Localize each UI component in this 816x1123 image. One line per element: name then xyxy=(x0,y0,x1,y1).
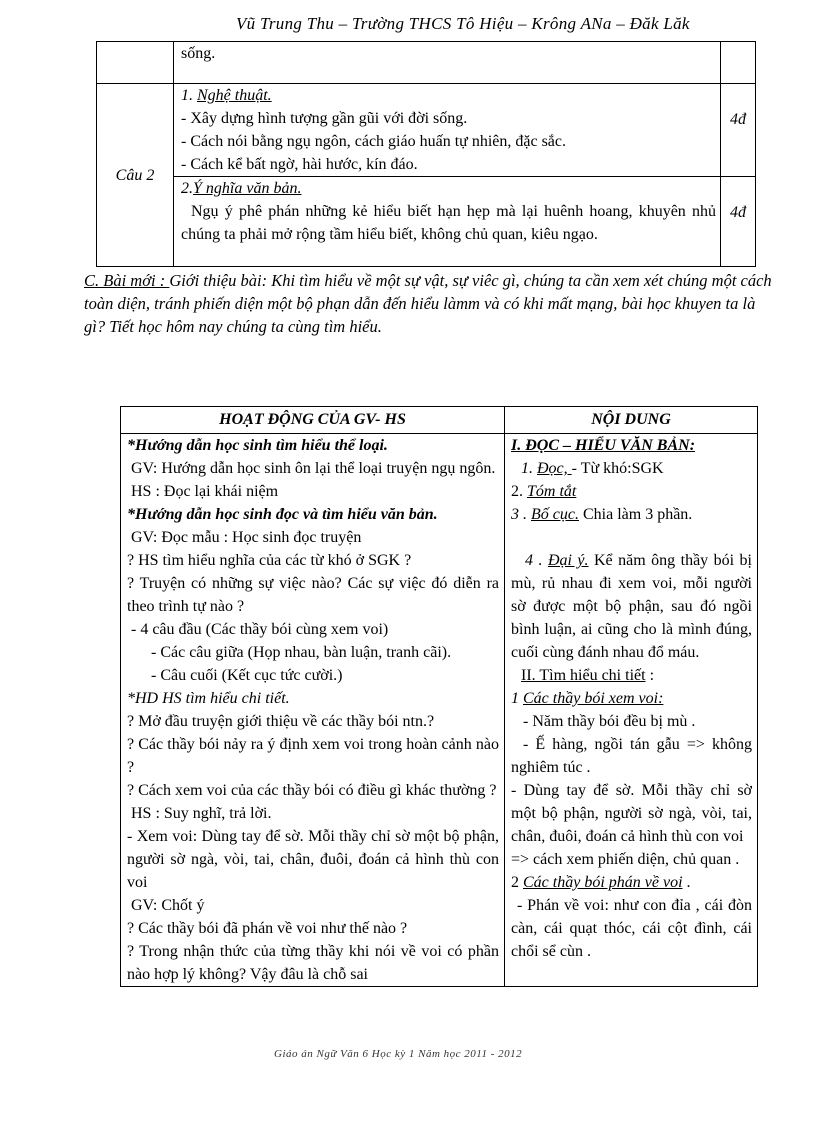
cell-text: sống. xyxy=(174,42,721,84)
activity-table xyxy=(120,406,758,987)
meaning-text: Ngụ ý phê phán những kẻ hiểu biết hạn hẹp mà lại huênh hoang, khuyên nhủ chúng ta phải mở rộng tầm hiểu biết, không chủ quan, kiêu ngạo. xyxy=(181,203,716,243)
art-title: Nghệ thuật. xyxy=(197,87,272,104)
meaning-cell: 2.Ý nghĩa văn bản. Ngụ ý phê phán những kẻ hiểu biết hạn hẹp mà lại huênh hoang, khuyên nhủ chúng ta phải mở rộng tầm hiểu biết, không chủ quan, kiêu ngạo. xyxy=(174,177,721,267)
meaning-title: Ý nghĩa văn bản. xyxy=(193,180,302,197)
art-item: - Cách kể bất ngờ, hài hước, kín đáo. xyxy=(181,156,418,173)
section-heading: I. ĐỌC – HIỂU VĂN BẢN: xyxy=(511,437,696,454)
art-item: - Xây dựng hình tượng gần gũi với đời sống. xyxy=(181,110,468,127)
score: 4đ xyxy=(721,84,756,177)
col-header-content: NỘI DUNG xyxy=(505,407,758,434)
col-header-activity: HOẠT ĐỘNG CỦA GV- HS xyxy=(121,407,505,434)
score: 4đ xyxy=(721,177,756,267)
content-cell: I. ĐỌC – HIỂU VĂN BẢN: 1. Đọc, - Từ khó:SGK 2. Tóm tắt 3 . Bố cục. Chia làm 3 phần. 4 . Đại ý. Kể năm ông thầy bói bị mù, rủ nhau đi xem voi, mỗi người sờ được một bộ phận, sau đó ngồi bình luận, ai cũng cho là mình đúng, cuối cùng đánh nhau đổ máu. II. Tìm hiểu chi tiết : 1 Các thầy bói xem voi: - Năm thầy bói đều bị mù . - Ế hàng, ngồi tán gẫu => không nghiêm túc . - Dùng tay để sờ. Mỗi thầy chỉ sờ một bộ phận, người sờ ngà, vòi, tai, chân, đuôi, đoán cả hình thù con voi => cách xem phiến diện, chủ quan . 2 Các thầy bói phán về voi . - Phán về voi: như con đỉa , cái đòn càn, cái quạt thóc, cái cột đình, cái chổi sể cùn . xyxy=(505,434,758,987)
art-item: - Cách nói bằng ngụ ngôn, cách giáo huấn tự nhiên, đặc sắc. xyxy=(181,133,566,150)
empty-cell xyxy=(97,42,174,84)
question-label: Câu 2 xyxy=(97,84,174,267)
empty-cell xyxy=(721,42,756,84)
intro-label: C. Bài mới : xyxy=(84,271,170,290)
new-lesson-intro: C. Bài mới : Giới thiệu bài: Khi tìm hiểu về một sự vật, sự viêc gì, chúng ta cần xem xét chúng một cách toàn diện, tránh phiến diện một bộ phạn dẫn đến hiểu làmm và có khi mất mạng, bài học khuyen ta là gì? Tiết học hôm nay chúng ta cùng tìm hiểu. xyxy=(84,271,772,336)
page-header: Vũ Trung Thu – Trường THCS Tô Hiệu – Krông ANa – Đăk Lăk xyxy=(236,14,690,33)
review-table xyxy=(96,41,756,267)
activity-cell: *Hướng dẫn học sinh tìm hiểu thể loại. GV: Hướng dẫn học sinh ôn lại thể loại truyện ngụ ngôn. HS : Đọc lại khái niệm *Hướng dẫn học sinh đọc và tìm hiểu văn bản. GV: Đọc mẫu : Học sinh đọc truyện ? HS tìm hiểu nghĩa của các từ khó ở SGK ? ? Truyện có những sự việc nào? Các sự việc đó diễn ra theo trình tự nào ? - 4 câu đầu (Các thầy bói cùng xem voi) - Các câu giữa (Họp nhau, bàn luận, tranh cãi). - Câu cuối (Kết cục tức cười.) *HD HS tìm hiểu chi tiết. ? Mở đầu truyện giới thiệu về các thầy bói ntn.? ? Các thầy bói nảy ra ý định xem voi trong hoàn cảnh nào ? ? Cách xem voi của các thầy bói có điều gì khác thường ? HS : Suy nghĩ, trả lời. - Xem voi: Dùng tay để sờ. Mỗi thầy chỉ sờ một bộ phận, người sờ ngà, vòi, tai, chân, đuôi, đoán cả hình thù con voi GV: Chốt ý ? Các thầy bói đã phán về voi như thế nào ? ? Trong nhận thức của từng thầy khi nói về voi có phần nào hợp lý không? Vậy đâu là chỗ sai xyxy=(121,434,505,987)
art-cell: 1. Nghệ thuật. - Xây dựng hình tượng gần gũi với đời sống. - Cách nói bằng ngụ ngôn, cách giáo huấn tự nhiên, đặc sắc. - Cách kể bất ngờ, hài hước, kín đáo. xyxy=(174,84,721,177)
page-footer: Giáo án Ngữ Văn 6 Học kỳ 1 Năm học 2011 - 2012 xyxy=(274,1048,523,1060)
